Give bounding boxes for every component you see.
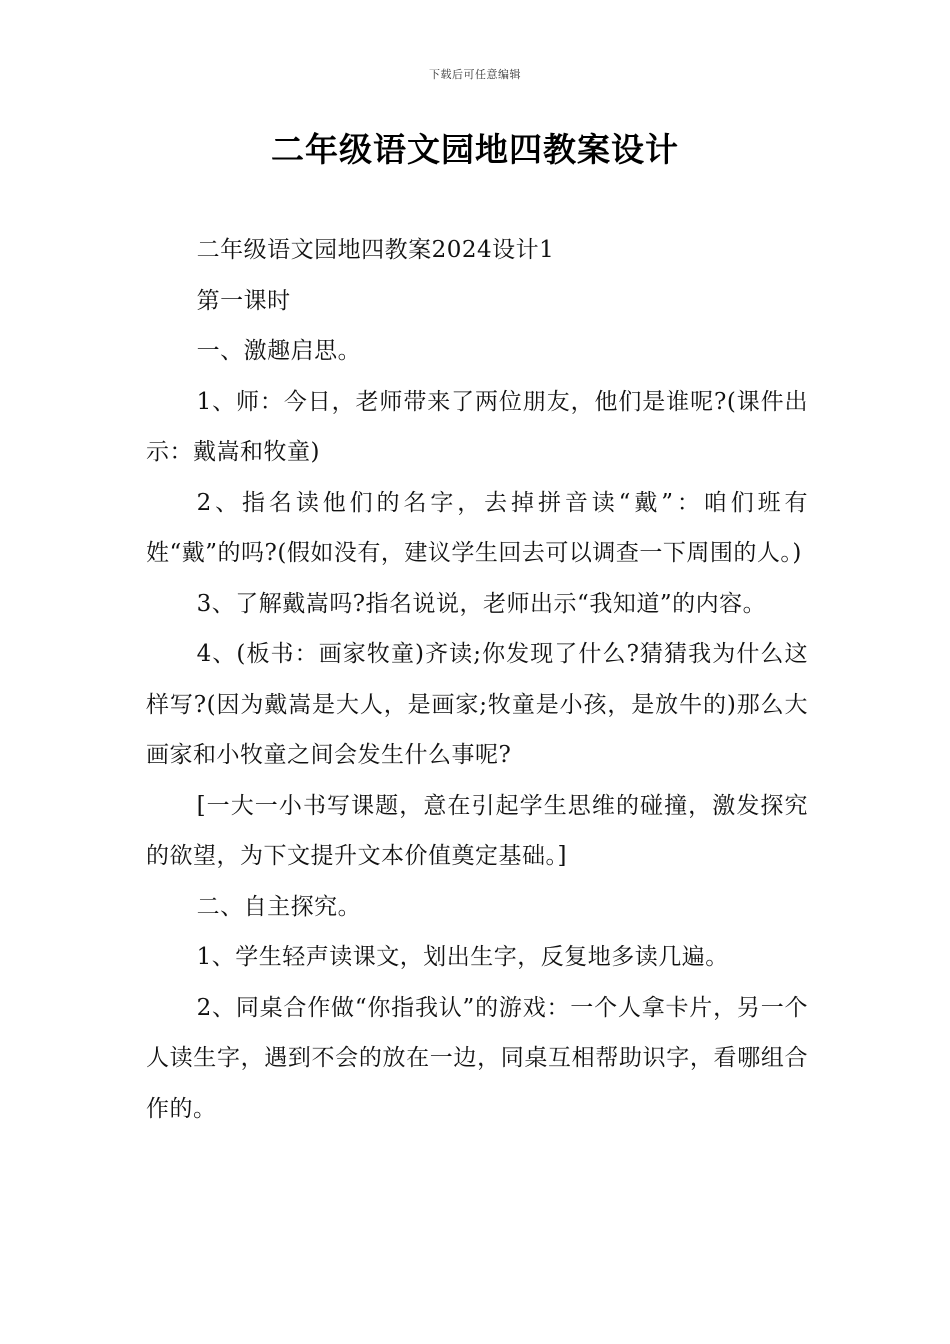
header-note: 下载后可任意编辑 [429, 68, 521, 81]
paragraph-lesson-period: 第一课时 [196, 287, 291, 314]
document-title: 二年级语文园地四教案设计 [271, 130, 679, 169]
paragraph-step: 4、(板书：画家牧童)齐读;你发现了什么?猜猜我为什么这样写?(因为戴嵩是大人，是画家;牧童是小孩，是放牛的)那么大画家和小牧童之间会发生什么事呢? [146, 641, 808, 768]
paragraph-subtitle: 二年级语文园地四教案2024设计1 [196, 237, 555, 263]
paragraph-step: 1、师：今日，老师带来了两位朋友，他们是谁呢?(课件出示：戴嵩和牧童) [146, 388, 808, 465]
paragraph-step: 2、指名读他们的名字，去掉拼音读“戴”：咱们班有姓“戴”的吗?(假如没有，建议学生回去可以调查一下周围的人。) [146, 489, 808, 566]
document-body [146, 225, 808, 1134]
paragraph-step: 2、同桌合作做“你指我认”的游戏：一个人拿卡片，另一个人读生字，遇到不会的放在一边，同桌互相帮助识字，看哪组合作的。 [146, 994, 808, 1122]
paragraph-annotation: [一大一小书写课题，意在引起学生思维的碰撞，激发探究的欲望，为下文提升文本价值奠定基础。] [146, 792, 808, 869]
paragraph-step: 3、了解戴嵩吗?指名说说，老师出示“我知道”的内容。 [196, 590, 767, 617]
paragraph-section-heading: 二、自主探究。 [196, 893, 362, 920]
paragraph-step: 1、学生轻声读课文，划出生字，反复地多读几遍。 [196, 944, 729, 970]
paragraph-section-heading: 一、激趣启思。 [196, 338, 362, 364]
